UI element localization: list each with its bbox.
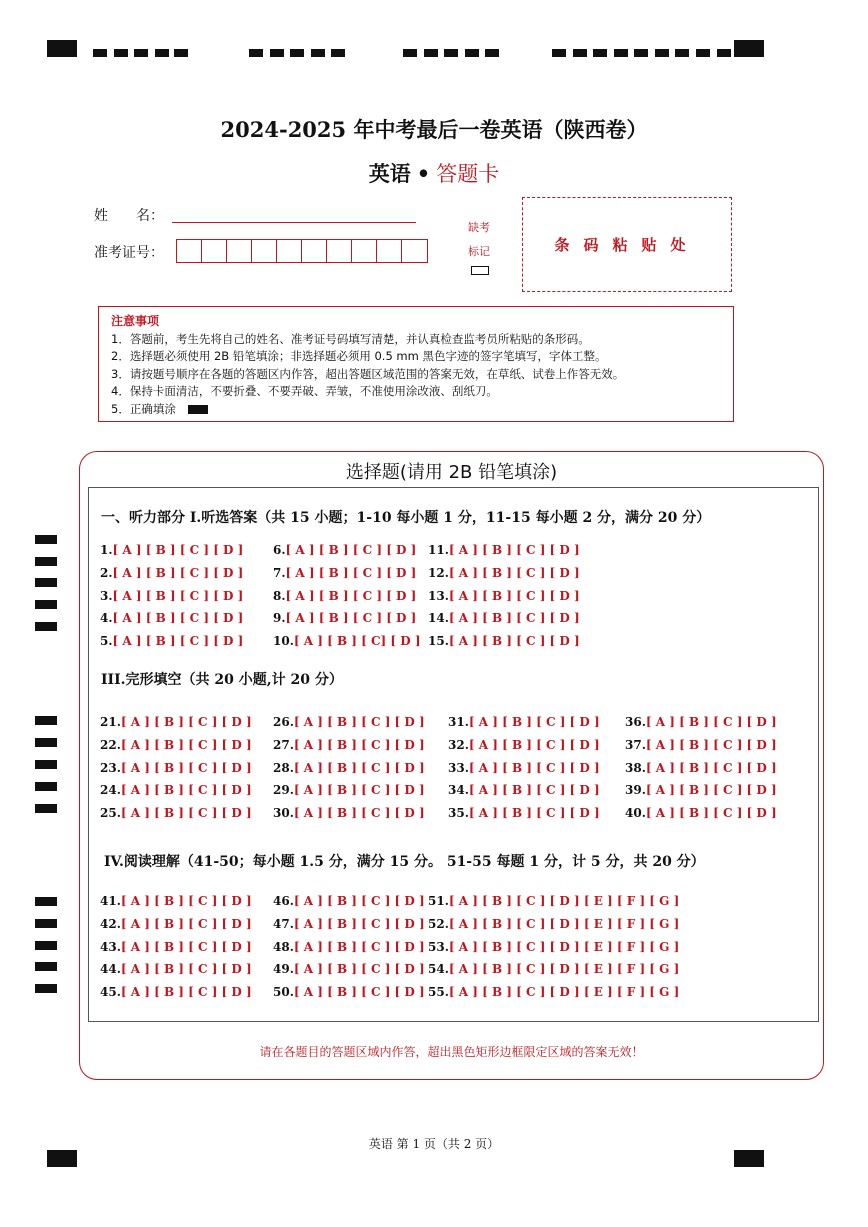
corner-mark-top-left: [47, 40, 77, 57]
id-digit-box[interactable]: [177, 240, 202, 262]
timing-mark: [696, 49, 710, 57]
question-number: 3.: [100, 588, 113, 603]
timing-mark: [35, 738, 57, 747]
question-number: 11.: [428, 543, 449, 557]
timing-mark: [35, 578, 57, 587]
question-number: 55.: [428, 985, 449, 1000]
timing-mark: [35, 535, 57, 544]
question-row: [448, 783, 600, 797]
absent-label-2: 标记: [468, 245, 490, 258]
question-number: 47.: [273, 916, 294, 931]
name-label: 姓 名：: [94, 208, 164, 224]
timing-mark: [35, 622, 57, 631]
question-row: [428, 917, 679, 931]
question-row: [273, 611, 416, 625]
question-row: [428, 634, 580, 648]
timing-mark: [35, 984, 57, 993]
question-number: 6.: [273, 543, 286, 557]
question-row: [273, 589, 416, 603]
answer-bubbles[interactable]: [ A ] [ B ] [ C ] [ D ] [ E ] [ F ] [ G ]: [448, 939, 680, 954]
section-reading-title: IV.阅读理解（41-50；每小题 1.5 分，满分 15 分。 51-55 每题 1 分，计 5 分，共 20 分）: [104, 854, 705, 870]
question-number: 5.: [100, 634, 113, 649]
answer-bubbles[interactable]: [ A ] [ B ] [ C ] [ D ]: [468, 806, 600, 821]
question-row: [428, 940, 679, 954]
question-row: [448, 715, 600, 729]
timing-mark: [552, 49, 566, 57]
name-field[interactable]: [172, 221, 416, 223]
timing-mark: [134, 49, 148, 57]
timing-mark: [35, 919, 57, 928]
answer-bubbles[interactable]: [ A ] [ B ] [ C ] [ D ]: [448, 611, 580, 626]
question-row: [273, 985, 425, 999]
id-digit-box[interactable]: [227, 240, 252, 262]
question-number: 26.: [273, 715, 294, 729]
notice-item-fill-sample: [111, 401, 721, 419]
timing-mark: [655, 49, 669, 57]
answer-bubbles[interactable]: [ A ] [ B ] [ C ] [ D ]: [448, 634, 580, 649]
question-row: [100, 611, 243, 625]
question-row: [273, 806, 425, 820]
timing-mark: [114, 49, 128, 57]
question-number: 28.: [273, 760, 294, 775]
answer-area-title: 选择题(请用 2B 铅笔填涂): [345, 462, 558, 483]
timing-mark: [93, 49, 107, 57]
question-number: 35.: [448, 806, 469, 821]
answer-bubbles[interactable]: [ A ] [ B ] [ C ] [ D ]: [285, 588, 417, 603]
answer-bubbles[interactable]: [ A ] [ B ] [ C ] [ D ]: [468, 737, 600, 752]
question-number: 15.: [428, 634, 449, 649]
answer-bubbles[interactable]: [ A ] [ B ] [ C ] [ D ]: [293, 985, 425, 1000]
timing-mark: [573, 49, 587, 57]
answer-bubbles[interactable]: [ A ] [ B ] [ C ] [ D ]: [293, 806, 425, 821]
answer-bubbles[interactable]: [ A ] [ B ] [ C ] [ D ] [ E ] [ F ] [ G ]: [448, 916, 680, 931]
question-row: [100, 985, 252, 999]
id-digit-box[interactable]: [252, 240, 277, 262]
answer-bubbles[interactable]: [ A ] [ B ] [ C ] [ D ]: [293, 715, 425, 729]
notice-item: 4．保持卡面清洁，不要折叠、不要弄破、弄皱，不准使用涂改液、刮纸刀。: [111, 384, 498, 398]
answer-bubbles[interactable]: [ A ] [ B ] [ C ] [ D ]: [120, 715, 252, 729]
question-number: 9.: [273, 611, 286, 626]
question-number: 44.: [100, 962, 121, 977]
question-row: [100, 634, 243, 648]
answer-bubbles[interactable]: [ A ] [ B ] [ C ] [ D ]: [293, 894, 425, 908]
question-number: 45.: [100, 985, 121, 1000]
answer-bubbles[interactable]: [ A ] [ B ] [ C ] [ D ]: [293, 962, 425, 977]
absent-checkbox[interactable]: [471, 266, 489, 275]
timing-mark: [403, 49, 417, 57]
answer-bubbles[interactable]: [ A ] [ B ] [ C ] [ D ]: [293, 939, 425, 954]
question-number: 41.: [100, 894, 121, 908]
timing-mark: [35, 941, 57, 950]
question-row: [100, 894, 252, 908]
barcode-area: [522, 197, 732, 292]
id-label: 准考证号：: [94, 245, 164, 261]
question-row: [273, 894, 425, 908]
section-cloze-title: III.完形填空（共 20 小题,计 20 分）: [101, 672, 343, 688]
question-number: 12.: [428, 565, 449, 580]
id-digit-box[interactable]: [202, 240, 227, 262]
card-label: 答题卡: [436, 162, 500, 186]
question-number: 38.: [625, 760, 646, 775]
question-number: 23.: [100, 760, 121, 775]
notice-item: 3．请按题号顺序在各题的答题区内作答，超出答题区域范围的答案无效，在草纸、试卷上作答无效。: [111, 366, 625, 381]
question-row: [428, 566, 580, 580]
timing-mark: [331, 49, 345, 57]
question-row: [100, 783, 252, 797]
timing-mark: [249, 49, 263, 57]
id-digit-box[interactable]: [277, 240, 302, 262]
answer-bubbles[interactable]: [ A ] [ B ] [ C ] [ D ]: [285, 543, 417, 557]
question-row: [273, 715, 425, 729]
question-number: 54.: [428, 962, 449, 977]
question-row: [100, 940, 252, 954]
answer-bubbles[interactable]: [ A ] [ B ] [ C ] [ D ] [ E ] [ F ] [ G ]: [448, 962, 680, 977]
timing-mark: [35, 897, 57, 906]
question-number: 7.: [273, 565, 286, 580]
answer-bubbles[interactable]: [ A ] [ B ] [ C ] [ D ]: [448, 588, 580, 603]
question-row: [273, 761, 425, 775]
timing-mark: [465, 49, 479, 57]
timing-mark: [593, 49, 607, 57]
timing-mark: [35, 600, 57, 609]
notice-box: [98, 306, 734, 422]
id-digit-box[interactable]: [377, 240, 402, 262]
question-row: [625, 738, 777, 752]
timing-mark: [35, 760, 57, 769]
answer-bubbles[interactable]: [ A ] [ B ] [ C ] [ D ]: [645, 760, 777, 775]
timing-mark: [614, 49, 628, 57]
question-row: [100, 589, 243, 603]
question-number: 36.: [625, 715, 646, 729]
corner-mark-top-right: [734, 40, 764, 57]
answer-bubbles[interactable]: [ A ] [ B ] [ C ] [ D ]: [120, 962, 252, 977]
question-row: [100, 715, 252, 729]
answer-bubbles[interactable]: [ A ] [ B ] [ C ] [ D ]: [120, 939, 252, 954]
answer-bubbles[interactable]: [ A ] [ B ] [ C ] [ D ]: [285, 565, 417, 580]
question-row: [428, 962, 679, 976]
question-number: 40.: [625, 806, 646, 821]
question-number: 53.: [428, 939, 449, 954]
question-row: [100, 543, 243, 557]
question-row: [273, 917, 425, 931]
question-row: [273, 783, 425, 797]
answer-bubbles[interactable]: [ A ] [ B ] [ C ] [ D ]: [468, 760, 600, 775]
answer-bubbles[interactable]: [ A ] [ B ] [ C ] [ D ]: [293, 783, 425, 798]
timing-mark: [717, 49, 731, 57]
id-digit-box[interactable]: [402, 240, 427, 262]
absent-mark-label: [461, 216, 497, 264]
timing-mark: [155, 49, 169, 57]
answer-bubbles[interactable]: [ A ] [ B ] [ C ] [ D ]: [645, 806, 777, 821]
timing-mark: [675, 49, 689, 57]
question-number: 49.: [273, 962, 294, 977]
timing-mark: [311, 49, 325, 57]
question-number: 4.: [100, 611, 113, 626]
timing-mark: [290, 49, 304, 57]
answer-bubbles[interactable]: [ A ] [ B ] [ C ] [ D ]: [120, 894, 252, 908]
question-number: 24.: [100, 783, 121, 798]
answer-bubbles[interactable]: [ A ] [ B ] [ C ] [ D ]: [293, 760, 425, 775]
page-footer: 英语 第 1 页（共 2 页）: [368, 1137, 500, 1151]
question-number: 31.: [448, 715, 469, 729]
question-number: 22.: [100, 737, 121, 752]
corner-mark-bottom-left: [47, 1150, 77, 1167]
question-row: [100, 761, 252, 775]
question-row: [448, 738, 600, 752]
answer-bubbles[interactable]: [ A ] [ B ] [ C ] [ D ]: [468, 715, 600, 729]
question-row: [428, 589, 580, 603]
question-number: 33.: [448, 760, 469, 775]
answer-bubbles[interactable]: [ A ] [ B ] [ C ] [ D ]: [112, 543, 244, 557]
answer-bubbles[interactable]: [ A ] [ B ] [ C ] [ D ] [ E ] [ F ] [ G ]: [448, 985, 680, 1000]
answer-bubbles[interactable]: [ A ] [ B ] [ C ] [ D ]: [112, 565, 244, 580]
answer-bubbles[interactable]: [ A ] [ B ] [ C ] [ D ]: [120, 985, 252, 1000]
question-row: [100, 917, 252, 931]
question-number: 14.: [428, 611, 449, 626]
question-number: 29.: [273, 783, 294, 798]
timing-mark: [270, 49, 284, 57]
page-subtitle: [0, 158, 868, 188]
question-number: 48.: [273, 939, 294, 954]
notice-item: 2．选择题必须使用 2B 铅笔填涂；非选择题必须用 0.5 mm 黑色字迹的签字笔填写，字体工整。: [111, 349, 607, 363]
answer-bubbles[interactable]: [ A ] [ B ] [ C ] [ D ]: [112, 611, 244, 626]
question-row: [428, 894, 679, 908]
question-row: [100, 962, 252, 976]
answer-bubbles[interactable]: [ A ] [ B ] [ C ] [ D ]: [285, 611, 417, 626]
timing-mark: [35, 782, 57, 791]
question-number: 52.: [428, 916, 449, 931]
question-number: 50.: [273, 985, 294, 1000]
question-row: [273, 566, 416, 580]
question-number: 32.: [448, 737, 469, 752]
question-number: 13.: [428, 588, 449, 603]
id-digit-box[interactable]: [302, 240, 327, 262]
answer-bubbles[interactable]: [ A ] [ B ] [ C ] [ D ]: [448, 543, 580, 557]
answer-bubbles[interactable]: [ A ] [ B ] [ C ] [ D ]: [293, 737, 425, 752]
timing-mark: [35, 804, 57, 813]
answer-bubbles[interactable]: [ A ] [ B ] [ C ] [ D ]: [120, 760, 252, 775]
corner-mark-bottom-right: [734, 1150, 764, 1167]
answer-area-warning: 请在各题目的答题区域内作答，超出黑色矩形边框限定区域的答案无效！: [259, 1045, 644, 1059]
notice-item: 1．答题前，考生先将自己的姓名、准考证号码填写清楚，并认真检查监考员所粘贴的条形码。: [111, 331, 590, 346]
section-listening-title: 一、听力部分 I.听选答案（共 15 小题；1-10 每小题 1 分，11-15 每小题 2 分，满分 20 分）: [101, 510, 711, 526]
answer-bubbles[interactable]: [ A ] [ B ] [ C] [ D ]: [293, 634, 421, 649]
absent-label-1: 缺考: [468, 221, 490, 234]
answer-bubbles[interactable]: [ A ] [ B ] [ C ] [ D ]: [112, 634, 244, 649]
answer-bubbles[interactable]: [ A ] [ B ] [ C ] [ D ]: [293, 916, 425, 931]
question-number: 46.: [273, 894, 294, 908]
question-row: [625, 806, 777, 820]
notice-title: 注意事项: [111, 314, 160, 328]
question-number: 8.: [273, 588, 286, 603]
timing-mark: [35, 716, 57, 725]
question-number: 51.: [428, 894, 449, 908]
question-number: 21.: [100, 715, 121, 729]
answer-bubbles[interactable]: [ A ] [ B ] [ C ] [ D ]: [120, 737, 252, 752]
question-row: [273, 738, 425, 752]
timing-mark: [35, 962, 57, 971]
question-number: 37.: [625, 737, 646, 752]
question-row: [428, 611, 580, 625]
question-number: 42.: [100, 916, 121, 931]
question-row: [625, 761, 777, 775]
separator-dot: •: [416, 161, 431, 186]
page-title: 2024-2025 年中考最后一卷英语（陕西卷）: [220, 117, 648, 142]
question-row: [448, 806, 600, 820]
question-row: [448, 761, 600, 775]
question-row: [273, 940, 425, 954]
question-number: 43.: [100, 939, 121, 954]
question-row: [625, 715, 777, 729]
question-row: [273, 543, 416, 557]
question-row: [100, 806, 252, 820]
answer-bubbles[interactable]: [ A ] [ B ] [ C ] [ D ] [ E ] [ F ] [ G ]: [448, 894, 680, 908]
question-row: [428, 985, 679, 999]
answer-bubbles[interactable]: [ A ] [ B ] [ C ] [ D ]: [120, 783, 252, 798]
subject-label: 英语: [368, 161, 411, 186]
question-row: [273, 962, 425, 976]
question-row: [428, 543, 580, 557]
question-number: 27.: [273, 737, 294, 752]
question-row: [273, 634, 421, 648]
timing-mark: [174, 49, 188, 57]
id-digit-box[interactable]: [352, 240, 377, 262]
timing-mark: [485, 49, 499, 57]
question-row: [625, 783, 777, 797]
answer-bubbles[interactable]: [ A ] [ B ] [ C ] [ D ]: [468, 783, 600, 798]
question-number: 39.: [625, 783, 646, 798]
answer-bubbles[interactable]: [ A ] [ B ] [ C ] [ D ]: [448, 565, 580, 580]
answer-bubbles[interactable]: [ A ] [ B ] [ C ] [ D ]: [645, 783, 777, 798]
answer-bubbles[interactable]: [ A ] [ B ] [ C ] [ D ]: [120, 806, 252, 821]
id-number-boxes[interactable]: [176, 239, 428, 263]
timing-mark: [424, 49, 438, 57]
answer-bubbles[interactable]: [ A ] [ B ] [ C ] [ D ]: [120, 916, 252, 931]
answer-bubbles[interactable]: [ A ] [ B ] [ C ] [ D ]: [645, 737, 777, 752]
timing-mark: [634, 49, 648, 57]
question-row: [100, 738, 252, 752]
question-number: 25.: [100, 806, 121, 821]
question-row: [100, 566, 243, 580]
answer-bubbles[interactable]: [ A ] [ B ] [ C ] [ D ]: [112, 588, 244, 603]
timing-mark: [444, 49, 458, 57]
question-number: 2.: [100, 565, 113, 580]
answer-bubbles[interactable]: [ A ] [ B ] [ C ] [ D ]: [645, 715, 777, 729]
question-number: 1.: [100, 543, 113, 557]
notice-item: 5．正确填涂: [111, 401, 176, 416]
barcode-label: 条码粘贴处: [554, 236, 700, 254]
question-number: 30.: [273, 806, 294, 821]
timing-mark: [35, 557, 57, 566]
filled-bubble-sample: [188, 405, 208, 414]
id-digit-box[interactable]: [327, 240, 352, 262]
question-number: 10.: [273, 634, 294, 649]
question-number: 34.: [448, 783, 469, 798]
